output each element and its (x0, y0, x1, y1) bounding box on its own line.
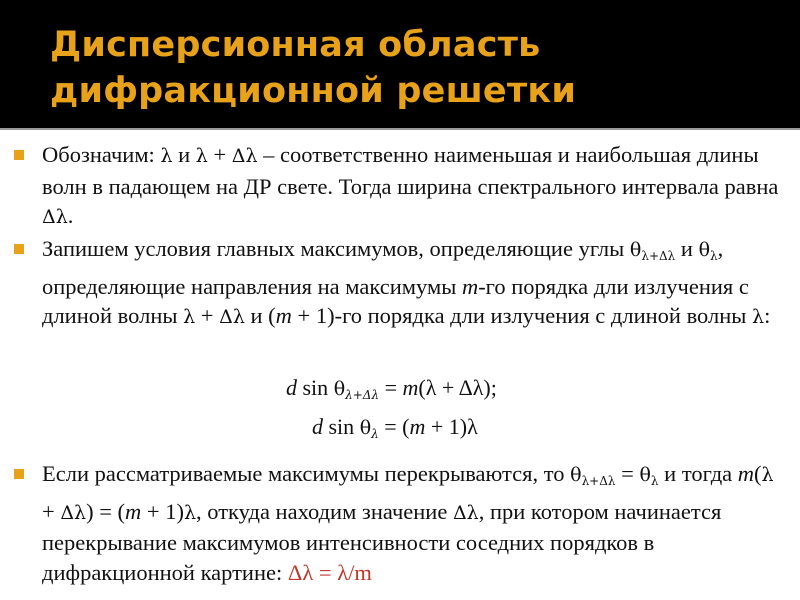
symbol-lambda: λ (160, 145, 173, 167)
equation-1 (286, 375, 497, 402)
text: + 1)-го порядка дли излучения с длиной волны (291, 303, 753, 328)
eq-d: d (286, 375, 297, 400)
paragraph-3 (42, 459, 790, 587)
text: Если рассматриваемые максимумы перекрываются, то (42, 461, 571, 486)
eq-theta: θ (359, 417, 372, 439)
paragraph-1 (42, 140, 790, 233)
text: + (42, 498, 61, 524)
symbol-theta: θ (698, 239, 711, 261)
text: + (195, 303, 220, 328)
text: и (172, 142, 196, 167)
slide-header (0, 0, 800, 128)
eq-tail: (λ + Δλ); (418, 375, 497, 400)
symbol-lambda: λ (183, 306, 196, 328)
symbol-lambda: λ (761, 464, 774, 486)
text: и (675, 236, 699, 261)
text: -го порядка дли излучения с длиной волны (42, 273, 749, 328)
symbol-m: m (275, 303, 292, 328)
result-formula: Δλ = λ/m (287, 559, 372, 585)
eq-sin: sin (323, 414, 360, 439)
equation-2 (312, 414, 478, 441)
eq-m: m (402, 375, 419, 400)
text: , откуда находим значение (196, 498, 453, 524)
subscript: λ+Δλ (641, 249, 676, 263)
text: – соответственно наименьшая и наибольшая длины волн в падающем на ДР свете. Тогда ширина спектрального интервала равна (42, 142, 779, 199)
symbol-delta-lambda: Δλ (219, 306, 245, 328)
symbol-lambda: λ (183, 501, 197, 524)
bullet-icon (14, 469, 24, 479)
bullet-icon (14, 244, 24, 254)
symbol-theta: θ (629, 239, 642, 261)
symbol-m: m (125, 498, 142, 524)
symbol-m: m (461, 273, 479, 299)
text: , при котором начинается перекрывание максимумов интенсивности соседних порядков в дифракционной картине: (42, 498, 722, 585)
symbol-theta: θ (639, 464, 651, 486)
symbol-delta-lambda: Δλ (231, 145, 258, 167)
text: + 1) (141, 498, 184, 524)
subscript: λ+Δλ (581, 474, 616, 488)
eq-theta: θ (333, 378, 346, 400)
eq-equals: = ( (378, 414, 410, 439)
symbol-delta-lambda: Δλ (60, 501, 87, 524)
text: , определяющие направления на максимумы (42, 236, 724, 299)
text: = (615, 461, 640, 486)
eq-d: d (312, 414, 323, 439)
text: и тогда (658, 461, 738, 486)
text: ( (754, 461, 762, 486)
eq-equals: = (379, 375, 403, 400)
symbol-lambda: λ (195, 145, 208, 167)
eq-sin: sin (297, 375, 334, 400)
text: ) = ( (86, 498, 126, 524)
slide-title (50, 22, 576, 114)
header-divider (0, 128, 800, 130)
text: и ( (244, 303, 276, 328)
text: + (207, 142, 232, 167)
text: . (67, 203, 74, 228)
symbol-m: m (737, 461, 755, 486)
title-line-1: Дисперсионная область (50, 25, 541, 65)
eq-subscript: λ+Δλ (345, 388, 380, 402)
bullet-icon (14, 150, 24, 160)
eq-m: m (409, 414, 426, 439)
eq-tail: + 1)λ (425, 414, 478, 439)
symbol-delta-lambda: Δλ (452, 501, 479, 524)
title-line-2: дифракционной решетки (50, 71, 577, 111)
text: Обозначим: (42, 142, 161, 167)
symbol-delta-lambda: Δλ (42, 206, 68, 228)
subscript: λ (710, 249, 718, 263)
eq-subscript: λ (371, 427, 379, 441)
text: Запишем условия главных максимумов, определяющие углы (42, 236, 630, 261)
subscript: λ (650, 474, 659, 488)
paragraph-2 (42, 234, 790, 333)
text: : (764, 303, 771, 328)
symbol-lambda: λ (752, 306, 765, 328)
symbol-theta: θ (570, 464, 582, 486)
